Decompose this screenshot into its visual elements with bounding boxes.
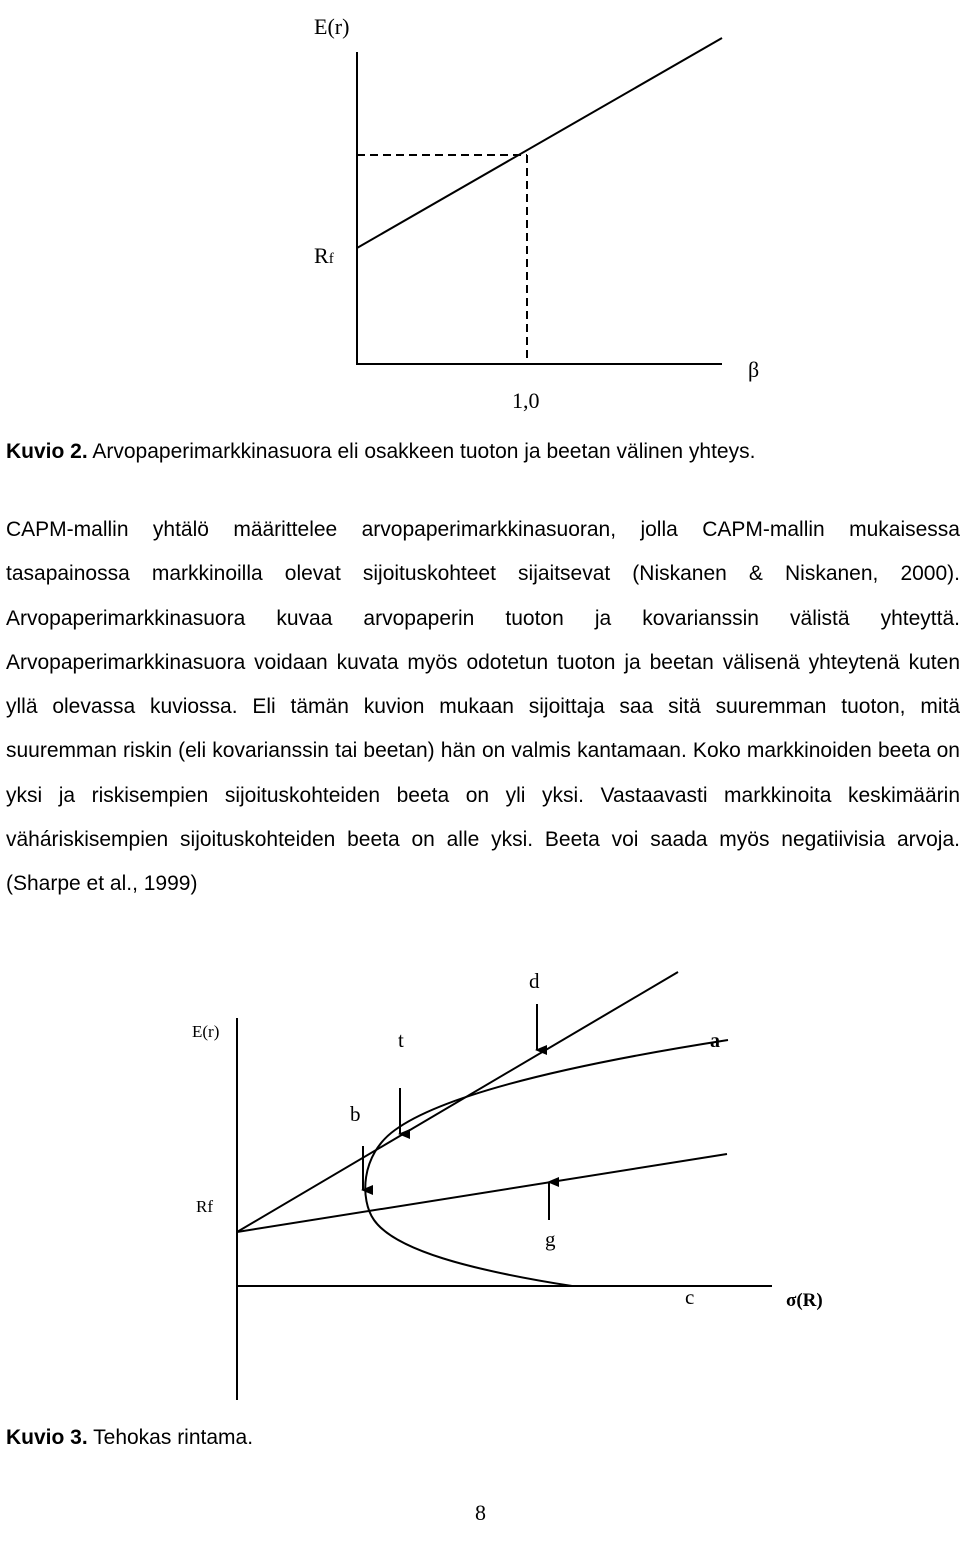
tangent-line bbox=[237, 972, 678, 1232]
x-axis-label: σ(R) bbox=[786, 1290, 823, 1311]
lower-line bbox=[237, 1154, 727, 1232]
point-label-a: a bbox=[710, 1030, 720, 1052]
point-label-t: t bbox=[398, 1028, 404, 1052]
y-axis-label: E(r) bbox=[314, 14, 350, 39]
point-label-b: b bbox=[350, 1102, 361, 1126]
rf-label: Rf bbox=[196, 1197, 213, 1216]
rf-label-main: R bbox=[314, 243, 329, 268]
page-number: 8 bbox=[475, 1500, 486, 1525]
point-label-g: g bbox=[545, 1227, 556, 1251]
caption-number: Kuvio 3. bbox=[6, 1426, 88, 1449]
y-axis-label: E(r) bbox=[192, 1022, 220, 1041]
rf-label-sub: f bbox=[328, 251, 334, 267]
caption-text: Arvopaperimarkkinasuora eli osakkeen tuoton ja beetan välinen yhteys. bbox=[87, 440, 756, 463]
caption-number: Kuvio 2. bbox=[6, 440, 88, 463]
point-label-c: c bbox=[685, 1285, 695, 1309]
caption-kuvio-3 bbox=[6, 1426, 253, 1450]
caption-text: Tehokas rintama. bbox=[87, 1426, 254, 1449]
x-tick-label: 1,0 bbox=[512, 388, 540, 413]
body-paragraph: CAPM-mallin yhtälö määrittelee arvopaperimarkkinasuoran, jolla CAPM-mallin mukaisessa tasapainossa markkinoilla olevat sijoituskohteet sijaitsevat (Niskanen & Niskanen, 2000). Arvopaperimarkkinasuora kuvaa arvopaperin tuoton ja kovarianssin välistä yhteyttä. Arvopaperimarkkinasuora voidaan kuvata myös odotetun tuoton ja beetan välisenä yhteytenä kuten yllä olevassa kuviossa. Eli tämän kuvion mukaan sijoittaja saa sitä suuremman tuoton, mitä suuremman riskin (eli kovarianssin tai beetan) hän on valmis kantamaan. Koko markkinoiden beeta on yksi ja riskisempien sijoituskohteiden beeta on yli yksi. Vastaavasti markkinoita keskimäärin väháriskisempien sijoituskohteiden beeta on alle yksi. Beeta voi saada myös negatiivisia arvoja. (Sharpe et al., 1999) bbox=[6, 518, 960, 896]
point-label-d: d bbox=[529, 969, 540, 993]
x-axis-label: β bbox=[748, 357, 760, 382]
